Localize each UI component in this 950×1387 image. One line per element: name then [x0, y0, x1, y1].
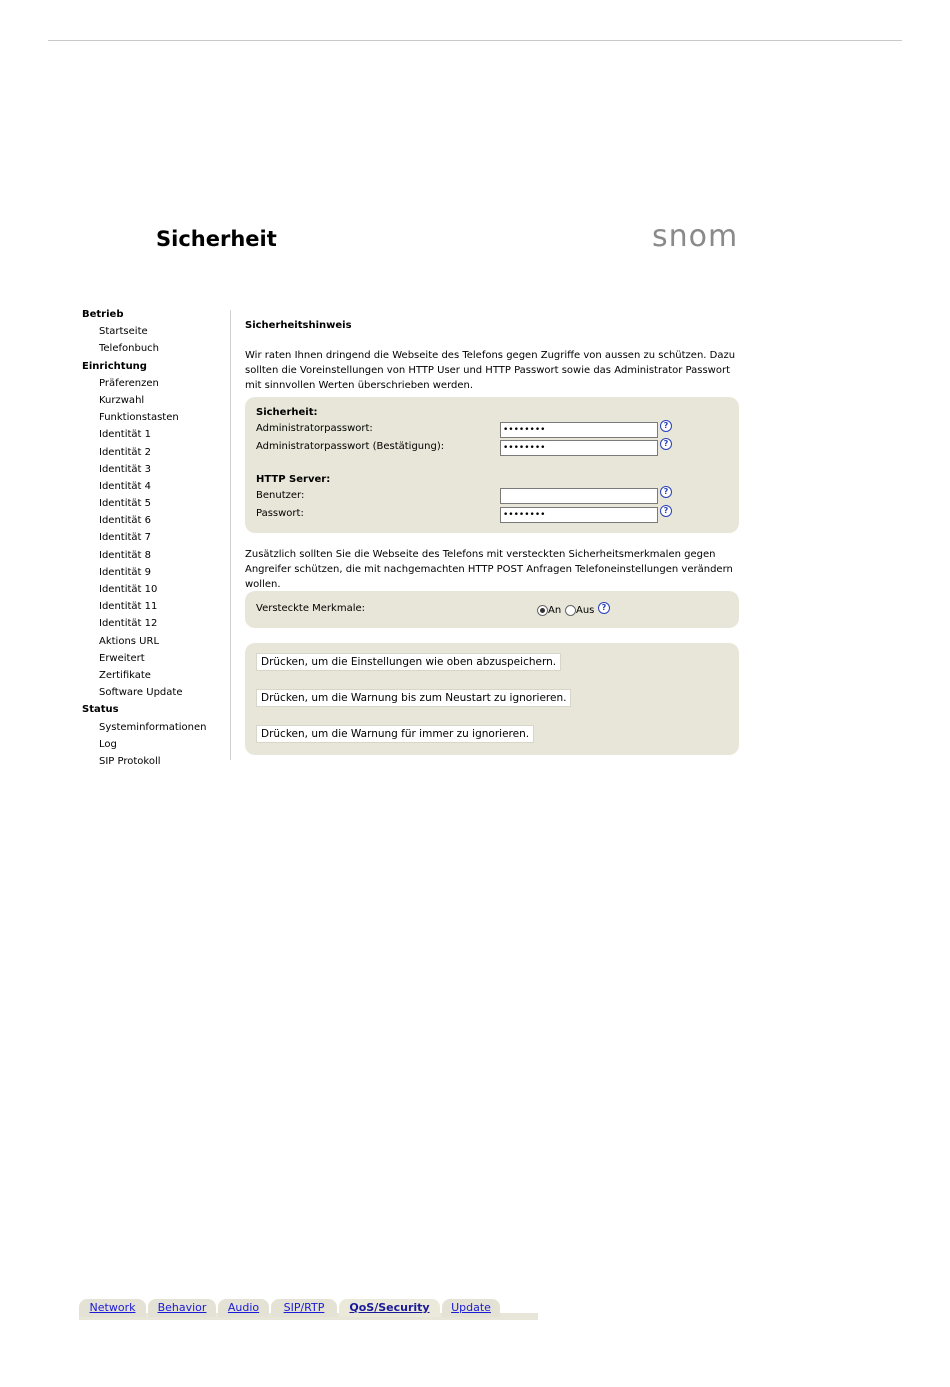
sidebar-item-praeferenzen[interactable]: Präferenzen [99, 377, 159, 389]
sidebar-item-identitaet-2[interactable]: Identität 2 [99, 446, 151, 458]
action-buttons-panel [245, 643, 739, 755]
admin-password-confirm-field[interactable]: •••••••• [500, 440, 658, 456]
top-divider [48, 40, 902, 41]
sidebar-item-sip-protokoll[interactable]: SIP Protokoll [99, 755, 161, 767]
http-user-label: Benutzer: [256, 490, 305, 501]
tab-update[interactable]: Update [442, 1299, 500, 1317]
tab-network[interactable]: Network [79, 1299, 146, 1317]
sidebar-item-identitaet-12[interactable]: Identität 12 [99, 618, 158, 630]
tab-audio[interactable]: Audio [218, 1299, 269, 1317]
sidebar-item-identitaet-3[interactable]: Identität 3 [99, 463, 151, 475]
radio-aus-label: Aus [576, 605, 595, 616]
sidebar-item-identitaet-6[interactable]: Identität 6 [99, 515, 151, 527]
sidebar-section-status: Status [82, 704, 119, 716]
sidebar-item-identitaet-8[interactable]: Identität 8 [99, 549, 151, 561]
sidebar-item-identitaet-4[interactable]: Identität 4 [99, 480, 151, 492]
sidebar-item-systeminformationen[interactable]: Systeminformationen [99, 721, 207, 733]
radio-aus[interactable] [565, 605, 576, 616]
ignore-forever-button[interactable]: Drücken, um die Warnung für immer zu ignorieren. [256, 725, 534, 743]
sidebar-item-telefonbuch[interactable]: Telefonbuch [99, 343, 159, 355]
help-icon[interactable]: ? [660, 486, 672, 498]
sidebar-item-log[interactable]: Log [99, 738, 117, 750]
page-title: Sicherheit [156, 227, 277, 251]
sidebar-item-identitaet-10[interactable]: Identität 10 [99, 584, 158, 595]
sidebar-item-identitaet-5[interactable]: Identität 5 [99, 498, 151, 510]
ignore-until-restart-button[interactable]: Drücken, um die Warnung bis zum Neustart zu ignorieren. [256, 689, 571, 707]
snom-logo: snom [652, 219, 739, 254]
sidebar-item-identitaet-11[interactable]: Identität 11 [99, 601, 158, 613]
tab-sip-rtp[interactable]: SIP/RTP [271, 1299, 337, 1317]
hidden-features-text: Zusätzlich sollten Sie die Webseite des Telefons mit versteckten Sicherheitsmerkmalen gegen Angreifer schützen, die mit nachgemachten HTTP POST Anfragen Telefoneinstellungen verändern wollen. [245, 549, 733, 590]
notice-heading: Sicherheitshinweis [245, 320, 352, 331]
help-icon[interactable]: ? [598, 602, 610, 614]
http-server-heading: HTTP Server: [256, 474, 331, 485]
sidebar-item-identitaet-9[interactable]: Identität 9 [99, 566, 151, 578]
sidebar-item-identitaet-1[interactable]: Identität 1 [99, 429, 151, 441]
hidden-features-panel [245, 591, 739, 628]
sidebar-item-zertifikate[interactable]: Zertifikate [99, 669, 151, 681]
sidebar-section-einrichtung: Einrichtung [82, 360, 147, 372]
sidebar-item-startseite[interactable]: Startseite [99, 326, 148, 338]
sidebar-item-kurzwahl[interactable]: Kurzwahl [99, 394, 145, 406]
sidebar-nav [82, 306, 230, 767]
sidebar-item-funktionstasten[interactable]: Funktionstasten [99, 412, 179, 424]
help-icon[interactable]: ? [660, 438, 672, 450]
help-icon[interactable]: ? [660, 420, 672, 432]
admin-password-confirm-label: Administratorpasswort (Bestätigung): [256, 441, 445, 452]
sidebar-section-betrieb: Betrieb [82, 309, 124, 320]
settings-tab-bar [79, 1299, 538, 1320]
security-settings-panel [245, 397, 739, 533]
sidebar-item-software-update[interactable]: Software Update [99, 687, 183, 699]
sidebar-item-erweitert[interactable]: Erweitert [99, 652, 145, 664]
admin-password-field[interactable]: •••••••• [500, 422, 658, 438]
help-icon[interactable]: ? [660, 505, 672, 517]
radio-an-label: An [548, 605, 562, 616]
security-heading: Sicherheit: [256, 407, 318, 418]
sidebar-item-identitaet-7[interactable]: Identität 7 [99, 532, 151, 544]
radio-an[interactable] [537, 605, 548, 616]
sidebar-divider [230, 310, 231, 760]
http-user-field[interactable] [500, 488, 658, 504]
admin-password-label: Administratorpasswort: [256, 423, 373, 434]
hidden-features-label: Versteckte Merkmale: [256, 603, 366, 614]
sidebar-item-aktions-url[interactable]: Aktions URL [99, 635, 160, 647]
main-content [245, 318, 739, 740]
tab-behavior[interactable]: Behavior [148, 1299, 216, 1317]
notice-text: Wir raten Ihnen dringend die Webseite des Telefons gegen Zugriffe von aussen zu schützen. Dazu sollten die Voreinstellungen von HTTP User und HTTP Passwort sowie das Administrator Passwort mit sinnvollen Werten überschrieben werden. [245, 350, 736, 391]
http-password-label: Passwort: [256, 508, 304, 519]
http-password-field[interactable]: •••••••• [500, 507, 658, 523]
save-settings-button[interactable]: Drücken, um die Einstellungen wie oben abzuspeichern. [256, 653, 561, 671]
tab-qos-security[interactable]: QoS/Security [339, 1299, 440, 1317]
